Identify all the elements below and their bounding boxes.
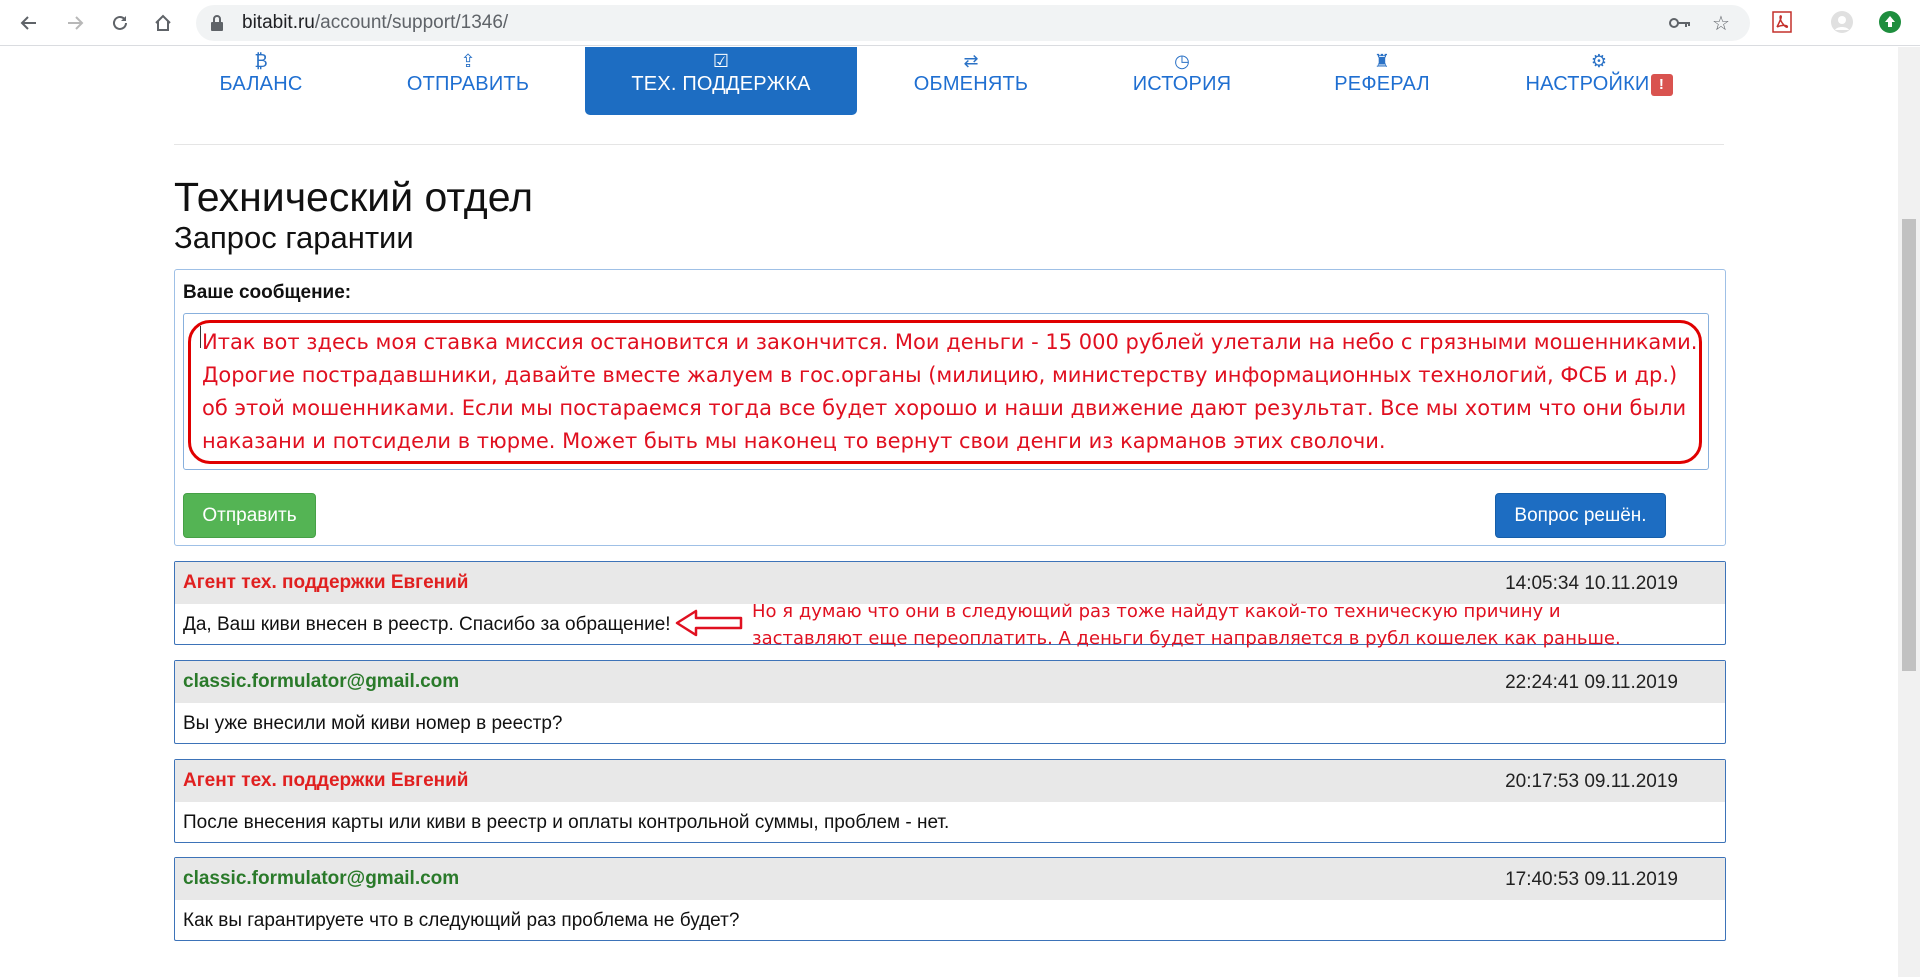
star-bookmark-icon[interactable]: ☆ bbox=[1712, 12, 1730, 35]
support-message bbox=[174, 759, 1726, 843]
message-body: После внесения карты или киви в реестр и оплаты контрольной суммы, проблем - нет. bbox=[183, 812, 950, 833]
exchange-icon: ⇄ bbox=[963, 51, 979, 71]
message-body: Да, Ваш киви внесен в реестр. Спасибо за обращение! bbox=[183, 614, 671, 635]
message-label: Ваше сообщение: bbox=[183, 282, 352, 303]
message-line: наказани и потсидели в тюрме. Может быть мы наконец то вернут свои денги из карманов этих сволочи. bbox=[202, 429, 1386, 453]
key-icon[interactable] bbox=[1669, 13, 1691, 33]
nav-divider bbox=[174, 144, 1724, 145]
message-timestamp: 14:05:34 10.11.2019 bbox=[1505, 573, 1678, 594]
message-timestamp: 22:24:41 09.11.2019 bbox=[1505, 672, 1678, 693]
message-timestamp: 17:40:53 09.11.2019 bbox=[1505, 869, 1678, 890]
checkbox-edit-icon: ☑ bbox=[712, 51, 730, 71]
tab-referral[interactable]: ♜ РЕФЕРАЛ bbox=[1334, 51, 1430, 95]
notification-badge: ! bbox=[1651, 74, 1673, 96]
home-icon[interactable] bbox=[148, 8, 178, 38]
message-header bbox=[175, 661, 1725, 703]
update-icon[interactable] bbox=[1878, 10, 1902, 34]
bitcoin-icon: ₿ bbox=[254, 51, 268, 71]
tab-balance[interactable]: ₿ БАЛАНС bbox=[219, 51, 303, 95]
tab-history[interactable]: ◷ ИСТОРИЯ bbox=[1132, 51, 1232, 95]
reload-icon[interactable] bbox=[105, 8, 135, 38]
message-textarea[interactable] bbox=[183, 313, 1709, 470]
page-scrollbar[interactable] bbox=[1898, 47, 1920, 977]
annotation-line: Но я думаю что они в следующий раз тоже найдут какой-то техническую причину и bbox=[752, 601, 1561, 622]
message-line: об этой мошенниками. Если мы постараемся тогда все будет хорошо и наши движение дают результат. Все мы хотим что они были bbox=[202, 396, 1687, 420]
back-arrow-icon[interactable] bbox=[14, 8, 44, 38]
message-author: Агент тех. поддержки Евгений bbox=[183, 770, 469, 791]
url-text: bitabit.ru/account/support/1346/ bbox=[242, 12, 509, 33]
annotation-line: заставляют еще переоплатить. А деньги будет направляется в рубл кошелек как раньше. bbox=[752, 628, 1621, 649]
tab-exchange[interactable]: ⇄ ОБМЕНЯТЬ bbox=[913, 51, 1029, 95]
page-title: Технический отдел bbox=[174, 174, 534, 220]
pdf-extension-icon[interactable] bbox=[1770, 10, 1794, 34]
message-line: Итак вот здесь моя ставка миссия остановится и закончится. Мои деньги - 15 000 рублей улетали на небо с грязными мошенниками. bbox=[202, 330, 1698, 354]
king-icon: ♜ bbox=[1373, 51, 1391, 71]
message-header bbox=[175, 858, 1725, 900]
issue-solved-button[interactable]: Вопрос решён. bbox=[1495, 493, 1666, 538]
profile-avatar-icon[interactable] bbox=[1830, 10, 1854, 34]
message-author: Агент тех. поддержки Евгений bbox=[183, 572, 469, 593]
lock-icon bbox=[210, 14, 224, 32]
send-button[interactable]: Отправить bbox=[183, 493, 316, 538]
message-author: classic.formulator@gmail.com bbox=[183, 671, 460, 692]
annotation-arrow-icon bbox=[674, 608, 744, 638]
message-body: Как вы гарантируете что в следующий раз проблема не будет? bbox=[183, 910, 740, 931]
tab-support[interactable]: ☑ ТЕХ. ПОДДЕРЖКА bbox=[585, 47, 857, 115]
address-bar[interactable] bbox=[196, 5, 1750, 41]
support-message bbox=[174, 660, 1726, 744]
scrollbar-thumb[interactable] bbox=[1902, 219, 1916, 671]
annotation-comment bbox=[752, 598, 1692, 652]
tab-send[interactable]: ⇪ ОТПРАВИТЬ bbox=[406, 51, 530, 95]
tab-settings-label: НАСТРОЙКИ bbox=[1525, 73, 1650, 95]
clock-icon: ◷ bbox=[1174, 51, 1190, 71]
forward-arrow-icon[interactable] bbox=[60, 8, 90, 38]
message-timestamp: 20:17:53 09.11.2019 bbox=[1505, 771, 1678, 792]
send-icon: ⇪ bbox=[460, 51, 476, 71]
tab-settings[interactable] bbox=[1504, 47, 1694, 115]
page-subtitle: Запрос гарантии bbox=[174, 220, 414, 255]
support-message bbox=[174, 857, 1726, 941]
message-body: Вы уже внесили мой киви номер в реестр? bbox=[183, 713, 563, 734]
message-line: Дорогие пострадавшники, давайте вместе жалуем в гос.органы (милицию, министерству информационных технологий, ФСБ и др.) bbox=[202, 363, 1678, 387]
message-form bbox=[174, 269, 1726, 546]
gear-icon: ⚙ bbox=[1590, 51, 1608, 71]
browser-toolbar bbox=[0, 0, 1920, 46]
message-header bbox=[175, 760, 1725, 802]
account-nav-tabs bbox=[174, 47, 1724, 117]
message-author: classic.formulator@gmail.com bbox=[183, 868, 460, 889]
message-text bbox=[202, 326, 1702, 458]
